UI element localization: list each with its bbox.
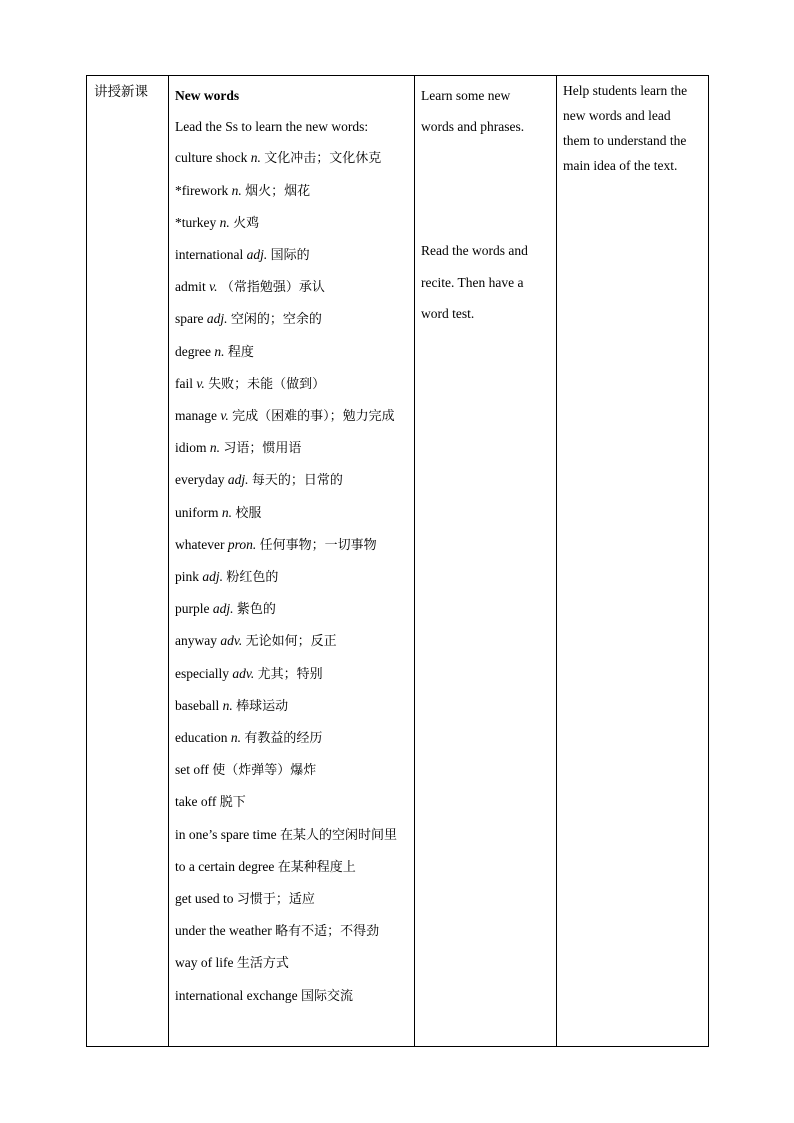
part-of-speech: v.	[220, 408, 229, 424]
vocabulary-item	[175, 593, 410, 625]
vocabulary-meaning: 生活方式	[236, 956, 289, 972]
vocabulary-item	[175, 819, 410, 851]
vocabulary-item	[175, 368, 410, 400]
part-of-speech: n.	[214, 343, 225, 359]
vocabulary-list	[169, 76, 414, 1046]
spacer	[421, 142, 552, 235]
vocabulary-item	[175, 207, 410, 239]
part-of-speech: adj.	[227, 472, 249, 488]
vocabulary-meaning: 在某种程度上	[277, 859, 356, 875]
vocabulary-word: degree	[175, 343, 211, 359]
vocabulary-meaning: （常指勉强）承认	[220, 280, 325, 296]
part-of-speech: n.	[221, 504, 232, 520]
student-activity-line: Learn some new	[421, 88, 511, 103]
design-intent-text	[557, 76, 708, 178]
vocabulary-word: international	[175, 247, 244, 263]
vocabulary-meaning: 有教益的经历	[244, 731, 323, 747]
vocabulary-meaning: 无论如何；反正	[245, 634, 337, 650]
vocabulary-item	[175, 722, 410, 754]
teacher-activity-cell	[169, 76, 415, 1047]
vocabulary-item	[175, 142, 410, 174]
vocabulary-word: under the weather	[175, 923, 272, 939]
vocabulary-item	[175, 561, 410, 593]
vocabulary-meaning: 烟火；烟花	[245, 183, 311, 199]
vocabulary-meaning: 紫色的	[236, 602, 276, 618]
design-intent-line: them to understand the	[563, 133, 687, 148]
vocabulary-item	[175, 303, 410, 335]
vocabulary-word: to a certain degree	[175, 858, 275, 874]
vocabulary-word: fail	[175, 375, 193, 391]
vocabulary-word: pink	[175, 569, 200, 585]
vocabulary-word: purple	[175, 601, 210, 617]
vocabulary-meaning: 国际交流	[300, 988, 353, 1004]
part-of-speech: n.	[209, 440, 221, 456]
vocabulary-item	[175, 529, 410, 561]
part-of-speech: adj.	[206, 311, 228, 327]
part-of-speech: adv.	[220, 633, 243, 649]
design-intent-line: main idea of the text.	[563, 158, 678, 173]
vocabulary-item	[175, 980, 410, 1012]
part-of-speech: n.	[230, 730, 241, 746]
vocabulary-heading: New words	[175, 88, 240, 103]
design-intent-line: Help students learn the	[563, 83, 688, 98]
vocabulary-word: manage	[175, 408, 217, 424]
vocabulary-meaning: 失败；未能（做到）	[208, 376, 326, 392]
part-of-speech: adj.	[246, 247, 268, 263]
vocabulary-meaning: 程度	[227, 344, 254, 360]
vocabulary-word: culture shock	[175, 150, 248, 166]
vocabulary-item	[175, 464, 410, 496]
vocabulary-word: baseball	[175, 697, 220, 713]
part-of-speech: adj.	[202, 569, 224, 585]
vocabulary-meaning: 棒球运动	[236, 698, 289, 714]
part-of-speech: n.	[219, 214, 230, 230]
vocabulary-meaning: 习语；惯用语	[223, 441, 302, 457]
vocabulary-item	[175, 947, 410, 979]
vocabulary-word: whatever	[175, 536, 225, 552]
vocabulary-meaning: 尤其；特别	[257, 666, 323, 682]
vocabulary-item	[175, 658, 410, 690]
student-activity-line: Read the words and	[421, 243, 528, 259]
vocabulary-item	[175, 175, 410, 207]
vocabulary-word: uniform	[175, 504, 219, 520]
design-intent-line: new words and lead	[563, 108, 671, 123]
part-of-speech: n.	[231, 182, 242, 198]
vocabulary-meaning: 在某人的空闲时间里	[279, 827, 397, 843]
student-activity-line: recite. Then have a	[421, 274, 524, 290]
vocabulary-word: international exchange	[175, 987, 298, 1003]
vocabulary-word: set off	[175, 762, 209, 778]
vocabulary-meaning: 文化冲击；文化休克	[264, 151, 382, 167]
vocabulary-word: spare	[175, 311, 204, 327]
lesson-plan-table	[86, 75, 709, 1047]
vocabulary-meaning: 每天的；日常的	[251, 473, 343, 489]
vocabulary-item	[175, 271, 410, 303]
vocabulary-meaning: 火鸡	[233, 215, 260, 231]
vocabulary-item	[175, 497, 410, 529]
vocabulary-meaning: 使（炸弹等）爆炸	[212, 763, 317, 779]
stage-label: 讲授新课	[94, 84, 148, 100]
vocabulary-intro: Lead the Ss to learn the new words:	[175, 119, 369, 135]
stage-cell	[87, 76, 169, 1047]
design-intent-cell	[557, 76, 709, 1047]
vocabulary-word: *turkey	[175, 214, 217, 230]
vocabulary-word: education	[175, 730, 228, 746]
vocabulary-meaning: 校服	[235, 505, 262, 521]
vocabulary-item	[175, 336, 410, 368]
vocabulary-item	[175, 239, 410, 271]
vocabulary-item	[175, 851, 410, 883]
student-activity-line: word test.	[421, 305, 475, 321]
part-of-speech: v.	[196, 375, 205, 391]
vocabulary-word: way of life	[175, 955, 234, 971]
vocabulary-word: anyway	[175, 633, 217, 649]
part-of-speech: pron.	[227, 536, 257, 552]
part-of-speech: n.	[250, 150, 261, 166]
part-of-speech: adj.	[212, 601, 234, 617]
vocabulary-item	[175, 400, 410, 432]
vocabulary-meaning: 粉红色的	[226, 570, 279, 586]
vocabulary-meaning: 脱下	[219, 795, 246, 811]
student-activity-cell	[415, 76, 557, 1047]
vocabulary-item	[175, 915, 410, 947]
vocabulary-word: in one’s spare time	[175, 826, 277, 842]
vocabulary-item	[175, 754, 410, 786]
student-activity-text	[415, 76, 556, 329]
vocabulary-meaning: 国际的	[270, 248, 310, 264]
vocabulary-item	[175, 786, 410, 818]
vocabulary-word: take off	[175, 794, 217, 810]
vocabulary-meaning: 习惯于；适应	[236, 892, 315, 908]
vocabulary-word: get used to	[175, 891, 234, 907]
vocabulary-item	[175, 432, 410, 464]
vocabulary-meaning: 完成（困难的事）；勉力完成	[232, 409, 395, 425]
vocabulary-item	[175, 625, 410, 657]
vocabulary-word: everyday	[175, 472, 225, 488]
vocabulary-item	[175, 690, 410, 722]
part-of-speech: v.	[209, 279, 218, 295]
vocabulary-item	[175, 883, 410, 915]
part-of-speech: adv.	[232, 665, 255, 681]
vocabulary-meaning: 任何事物；一切事物	[259, 537, 377, 553]
vocabulary-meaning: 略有不适；不得劲	[275, 924, 380, 940]
vocabulary-word: especially	[175, 665, 229, 681]
table-row	[87, 76, 709, 1047]
part-of-speech: n.	[222, 697, 233, 713]
vocabulary-word: *firework	[175, 182, 229, 198]
student-activity-line: words and phrases.	[421, 119, 525, 135]
vocabulary-word: admit	[175, 279, 206, 295]
vocabulary-word: idiom	[175, 440, 207, 456]
vocabulary-meaning: 空闲的；空余的	[230, 312, 322, 328]
